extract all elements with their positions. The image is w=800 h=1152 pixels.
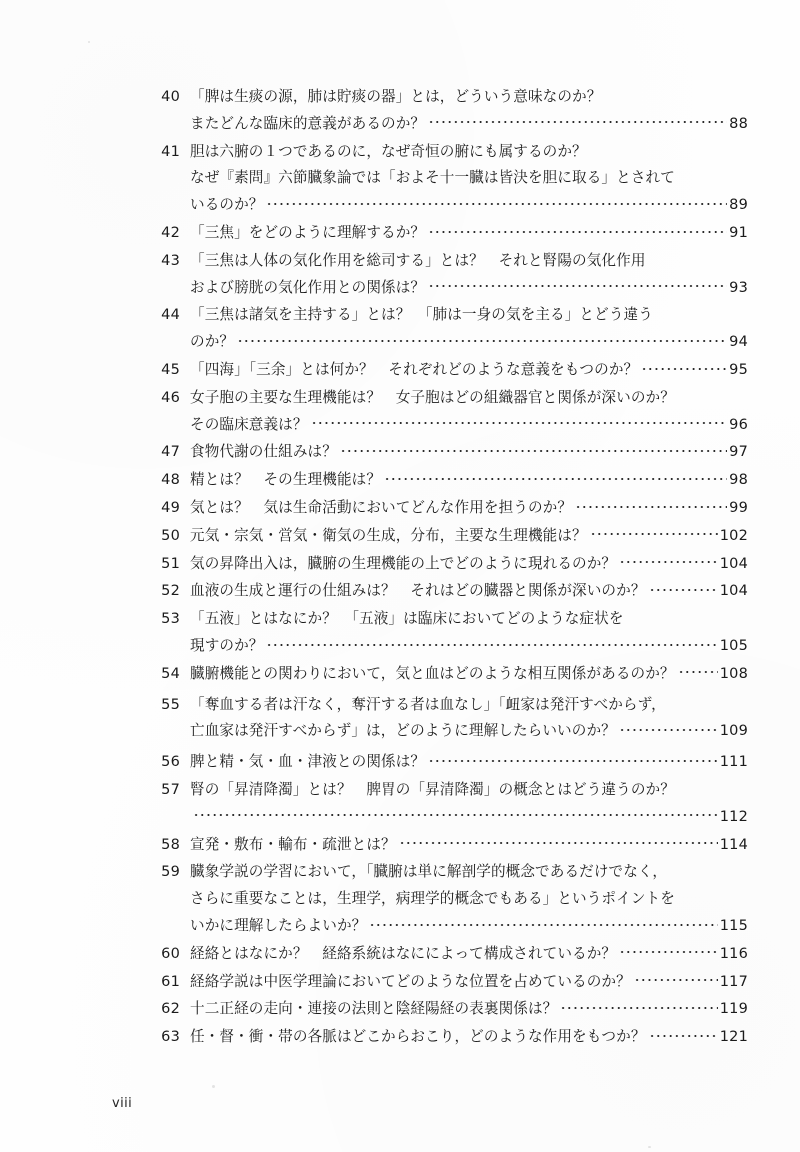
toc-entry-title: 精とは？ その生理機能は？ (190, 471, 382, 489)
toc-entry[interactable] (156, 777, 748, 831)
toc-entry-number: 59 (161, 864, 180, 881)
toc-entry-line (190, 275, 748, 302)
leader-dots (311, 414, 728, 429)
leader-dots (575, 497, 727, 512)
toc-entry-title: 食物代謝の仕組みは？ (190, 443, 337, 461)
toc-entry-title: 「奪血する者は汗なく，奪汗する者は血なし」「衄家は発汗すべからず， (190, 695, 666, 713)
toc-entry-title: 元気・宗気・営気・衛気の生成，分布，主要な生理機能は？ (190, 526, 587, 544)
leader-dots (340, 442, 727, 457)
toc-entry-line (190, 192, 748, 219)
leader-dots (399, 834, 718, 849)
toc-entry-line (190, 139, 748, 166)
scan-speck (212, 1085, 215, 1088)
toc-entry-line (190, 886, 748, 913)
leader-dots (619, 721, 718, 736)
leader-dots (266, 195, 727, 210)
toc-page-number: 88 (729, 115, 748, 132)
toc-entry-line (190, 692, 748, 719)
toc-page-number: 105 (719, 637, 748, 654)
toc-entry-title: なぜ『素問』六節臓象論では「およそ十一臓は皆決を胆に取る」とされて (190, 169, 675, 187)
toc-entry-line (190, 633, 748, 660)
toc-entry-number: 48 (161, 472, 180, 489)
toc-page-number: 117 (719, 973, 748, 990)
toc-entry-number: 57 (161, 781, 180, 798)
toc-entry-number: 53 (161, 611, 180, 628)
leader-dots (619, 553, 718, 568)
toc-entry-body (190, 661, 748, 688)
toc-entry-body (190, 84, 748, 138)
toc-entry-line (190, 578, 748, 605)
toc-entry-number: 56 (161, 754, 180, 771)
toc-entry-title: 臓象学説の学習において，「臓腑は単に解剖学的概念であるだけでなく， (190, 863, 668, 881)
toc-entry-title: またどんな臨床的意義があるのか？ (190, 114, 426, 132)
toc-entry-title: 経絡とはなにか？ 経絡系統はなにによって構成されているか？ (190, 944, 617, 962)
toc-entry-body (190, 692, 748, 746)
toc-entry[interactable] (156, 578, 748, 605)
toc-entry-line (190, 302, 748, 329)
toc-entry-body (190, 996, 748, 1023)
toc-entry-number: 51 (161, 555, 180, 572)
toc-entry-body (190, 439, 748, 466)
toc-entry-body (190, 832, 748, 859)
toc-entry-title: 臓腑機能との関わりにおいて，気と血はどのような相互関係があるのか？ (190, 664, 675, 682)
leader-dots (428, 113, 727, 128)
toc-entry-title: 「五液」とはなにか？ 「五液」は臨床においてどのような症状を (190, 610, 624, 628)
toc-page-number: 91 (729, 224, 748, 241)
toc-entry[interactable] (156, 969, 748, 996)
leader-dots (384, 470, 727, 485)
toc-entry-number: 55 (161, 696, 180, 713)
toc-page-number: 93 (729, 279, 748, 296)
toc-entry-body (190, 467, 748, 494)
leader-dots (678, 663, 718, 678)
table-of-contents (156, 84, 748, 1052)
toc-page-number: 111 (719, 754, 748, 771)
toc-entry-number: 45 (161, 361, 180, 378)
toc-entry[interactable] (156, 248, 748, 302)
toc-entry-number: 42 (161, 224, 180, 241)
toc-entry-body (190, 302, 748, 356)
toc-page-number: 104 (719, 583, 748, 600)
toc-entry-number: 43 (161, 252, 180, 269)
toc-entry-title: 気とは？ 気は生命活動においてどんな作用を担うのか？ (190, 498, 573, 516)
leader-dots (649, 581, 718, 596)
toc-entry-title: 経絡学説は中医学理論においてどのような位置を占めているのか？ (190, 972, 631, 990)
toc-entry-number: 46 (161, 389, 180, 406)
toc-entry[interactable] (156, 996, 748, 1023)
toc-entry[interactable] (156, 941, 748, 968)
toc-entry-title: いかに理解したらよいか？ (190, 916, 367, 934)
toc-page-number: 108 (719, 665, 748, 682)
toc-entry[interactable] (156, 523, 748, 550)
toc-entry-title: いるのか？ (190, 196, 264, 214)
toc-entry-body (190, 1024, 748, 1051)
leader-dots (649, 1027, 718, 1042)
toc-entry-line (190, 996, 748, 1023)
toc-entry-number: 49 (161, 499, 180, 516)
toc-entry-number: 41 (161, 143, 180, 160)
toc-entry-title: 「脾は生痰の源，肺は貯痰の器」とは，どういう意味なのか？ (190, 88, 602, 105)
toc-entry-number: 50 (161, 527, 180, 544)
toc-entry-title: 「三焦は人体の気化作用を総司する」とは？ それと腎陽の気化作用 (190, 251, 646, 269)
toc-entry-line (190, 859, 748, 886)
toc-page-number: 99 (729, 499, 748, 516)
page-folio: viii (112, 1096, 133, 1111)
toc-entry-line (190, 495, 748, 522)
scan-speck (648, 1146, 651, 1148)
toc-entry[interactable] (156, 661, 748, 688)
toc-entry-title: 胆は六腑の１つであるのに，なぜ奇恒の腑にも属するのか？ (190, 142, 587, 160)
toc-entry-title: 気の昇降出入は，臓腑の生理機能の上でどのように現れるのか？ (190, 554, 617, 572)
toc-entry-body (190, 578, 748, 605)
toc-entry[interactable] (156, 692, 748, 746)
toc-entry-body (190, 777, 748, 831)
toc-entry-title: のか？ (190, 333, 235, 351)
toc-entry[interactable] (156, 357, 748, 384)
leader-dots (560, 999, 717, 1014)
leader-dots (634, 971, 718, 986)
toc-entry[interactable] (156, 439, 748, 466)
toc-entry-number: 63 (161, 1029, 180, 1046)
toc-page-number: 114 (719, 836, 748, 853)
toc-entry[interactable] (156, 749, 748, 776)
toc-entry-body (190, 859, 748, 939)
toc-entry[interactable] (156, 467, 748, 494)
toc-entry-title: 血液の生成と運行の仕組みは？ それはどの臓器と関係が深いのか？ (190, 582, 646, 600)
toc-entry-line (190, 385, 748, 412)
toc-entry-title: 十二正経の走向・連接の法則と陰経陽経の表裏関係は？ (190, 1000, 558, 1018)
toc-entry-title: 「三焦は諸気を主持する」とは？ 「肺は一身の気を主る」とどう違う (190, 306, 653, 324)
toc-entry-number: 40 (161, 89, 180, 105)
toc-entry-body (190, 248, 748, 302)
toc-page-number: 96 (729, 416, 748, 433)
leader-dots (590, 525, 718, 540)
toc-entry-body (190, 495, 748, 522)
toc-page-number: 98 (729, 472, 748, 489)
toc-entry-line (190, 969, 748, 996)
toc-entry-line (190, 718, 748, 745)
toc-entry[interactable] (156, 139, 748, 219)
toc-entry-line (190, 606, 748, 633)
toc-entry-body (190, 941, 748, 968)
toc-entry[interactable] (156, 859, 748, 939)
leader-dots (641, 359, 727, 374)
toc-page-number: 104 (719, 555, 748, 572)
toc-entry[interactable] (156, 302, 748, 356)
toc-entry-line (190, 357, 748, 384)
toc-entry-body (190, 139, 748, 219)
scan-speck (88, 41, 90, 43)
toc-entry-number: 58 (161, 836, 180, 853)
toc-entry[interactable] (156, 832, 748, 859)
toc-entry[interactable] (156, 495, 748, 522)
toc-entry-title: 「三焦」をどのように理解するか？ (190, 223, 426, 241)
leader-dots (428, 222, 727, 237)
toc-page-number: 109 (719, 723, 748, 740)
toc-entry-body (190, 749, 748, 776)
toc-entry-title: 現すのか？ (190, 636, 264, 654)
leader-dots (619, 943, 718, 958)
toc-entry-body (190, 220, 748, 247)
toc-entry-body (190, 551, 748, 578)
toc-entry-line (190, 832, 748, 859)
toc-entry-line (190, 220, 748, 247)
toc-entry-number: 60 (161, 945, 180, 962)
toc-entry-body (190, 523, 748, 550)
toc-entry-title: その臨床意義は？ (190, 415, 308, 433)
leader-dots (266, 635, 717, 650)
toc-page-number: 121 (719, 1029, 748, 1046)
toc-entry-line (190, 412, 748, 439)
toc-entry-line (190, 804, 748, 831)
toc-entry-line (190, 439, 748, 466)
toc-entry-body (190, 385, 748, 439)
toc-entry-number: 47 (161, 444, 180, 461)
toc-entry-line (190, 523, 748, 550)
toc-entry-line (190, 467, 748, 494)
toc-entry[interactable] (156, 385, 748, 439)
toc-entry-title: 任・督・衝・帯の各脈はどこからおこり，どのような作用をもつか？ (190, 1028, 646, 1046)
toc-entry-line (190, 551, 748, 578)
toc-page-number: 97 (729, 444, 748, 461)
toc-page-number: 94 (729, 334, 748, 351)
toc-entry-line (190, 111, 748, 138)
toc-entry-body (190, 357, 748, 384)
toc-entry[interactable] (156, 1024, 748, 1051)
leader-dots (428, 752, 718, 767)
toc-entry-body (190, 969, 748, 996)
toc-entry-line (190, 913, 748, 940)
toc-entry[interactable] (156, 551, 748, 578)
toc-entry-title: 亡血家は発汗すべからず」は，どのように理解したらいいのか？ (190, 722, 616, 740)
leader-dots (193, 806, 718, 821)
toc-entry-title: 腎の「昇清降濁」とは？ 脾胃の「昇清降濁」の概念とはどう違うのか？ (190, 780, 675, 798)
toc-entry-title: および膀胱の気化作用との関係は？ (190, 278, 426, 296)
toc-page-number: 119 (719, 1001, 748, 1018)
leader-dots (369, 915, 717, 930)
leader-dots (237, 332, 727, 347)
toc-page-number: 102 (719, 527, 748, 544)
toc-page-number: 115 (719, 917, 748, 934)
toc-entry-title: 女子胞の主要な生理機能は？ 女子胞はどの組織器官と関係が深いのか？ (190, 388, 675, 406)
toc-entry-title: 脾と精・気・血・津液との関係は？ (190, 753, 426, 771)
toc-entry-body (190, 606, 748, 660)
toc-entry-number: 62 (161, 1001, 180, 1018)
toc-entry-title: 「四海」「三余」とは何か？ それぞれどのような意義をもつのか？ (190, 360, 639, 378)
toc-entry-number: 52 (161, 583, 180, 600)
toc-entry-number: 61 (161, 973, 180, 990)
toc-entry-line (190, 749, 748, 776)
toc-entry-title: 宣発・敷布・輸布・疏泄とは？ (190, 835, 396, 853)
toc-entry-line (190, 165, 748, 192)
toc-entry-line (190, 329, 748, 356)
toc-entry[interactable] (156, 606, 748, 660)
toc-entry-line (190, 248, 748, 275)
leader-dots (428, 277, 727, 292)
toc-entry-line (190, 661, 748, 688)
toc-entry-line (190, 1024, 748, 1051)
toc-page-number: 116 (719, 945, 748, 962)
toc-page-number: 112 (719, 808, 748, 825)
toc-entry-line (190, 84, 748, 111)
toc-entry-title: さらに重要なことは，生理学，病理学的概念でもある」というポイントを (190, 890, 675, 908)
toc-entry-number: 54 (161, 665, 180, 682)
toc-entry-number: 44 (161, 307, 180, 324)
toc-entry[interactable] (156, 220, 748, 247)
toc-entry-line (190, 941, 748, 968)
toc-entry-line (190, 777, 748, 804)
toc-page-number: 95 (729, 361, 748, 378)
toc-entry[interactable] (156, 84, 748, 138)
toc-page-number: 89 (729, 197, 748, 214)
